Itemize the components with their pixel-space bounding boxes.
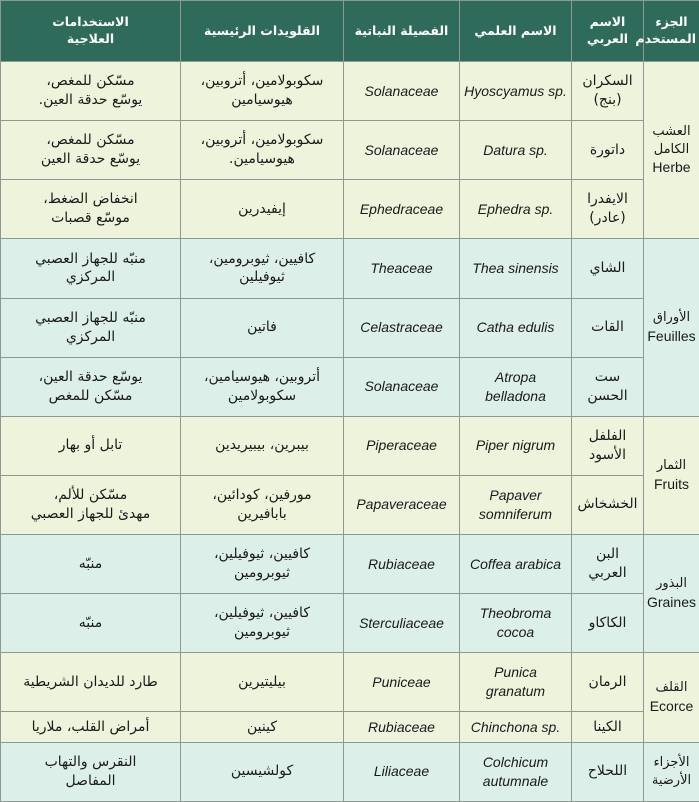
arabic-name-cell: داتورة	[572, 121, 644, 180]
family-cell: Rubiaceae	[344, 712, 460, 742]
header-uses: الاستخدامات العلاجية	[1, 1, 181, 62]
scientific-name-cell: Hyoscyamus sp.	[460, 62, 572, 121]
alkaloids-cell: سكوبولامين، أتروبين، هيوسيامين.	[181, 121, 344, 180]
uses-cell: يوسّع حدقة العين، مسّكن للمغص	[1, 357, 181, 416]
arabic-name-cell: الكينا	[572, 712, 644, 742]
part-cell: البذور Graines	[644, 535, 699, 653]
scientific-name-cell: Chinchona sp.	[460, 712, 572, 742]
alkaloids-cell: كينين	[181, 712, 344, 742]
header-arabic-name: الاسم العربي	[572, 1, 644, 62]
arabic-name-cell: اللحلاح	[572, 742, 644, 801]
family-cell: Rubiaceae	[344, 535, 460, 594]
uses-cell: النقرس والتهاب المفاصل	[1, 742, 181, 801]
family-cell: Puniceae	[344, 653, 460, 712]
table-row	[1, 535, 699, 594]
table-row	[1, 742, 699, 801]
part-cell: الثمار Fruits	[644, 416, 699, 534]
uses-cell: منبّه	[1, 594, 181, 653]
uses-cell: مسّكن للمغص، يوسّع حدقة العين	[1, 121, 181, 180]
family-cell: Solanaceae	[344, 62, 460, 121]
uses-cell: منبّه	[1, 535, 181, 594]
part-cell: الأوراق Feuilles	[644, 239, 699, 416]
scientific-name-cell: Catha edulis	[460, 298, 572, 357]
part-cell: العشب الكامل Herbe	[644, 62, 699, 239]
alkaloids-cell: فاتين	[181, 298, 344, 357]
header-part: الجزء المستخدم	[644, 1, 699, 62]
table-row	[1, 594, 699, 653]
header-family: الفصيلة النباتية	[344, 1, 460, 62]
uses-cell: منبّه للجهاز العصبي المركزي	[1, 298, 181, 357]
scientific-name-cell: Piper nigrum	[460, 416, 572, 475]
family-cell: Piperaceae	[344, 416, 460, 475]
scientific-name-cell: Colchicum autumnale	[460, 742, 572, 801]
header-alkaloids: القلويدات الرئيسية	[181, 1, 344, 62]
table-row	[1, 239, 699, 298]
alkaloids-cell: سكوبولامين، أتروبين، هيوسيامين	[181, 62, 344, 121]
arabic-name-cell: الايفدرا (عادر)	[572, 180, 644, 239]
table-row	[1, 653, 699, 712]
alkaloids-cell: مورفين، كودائين، بابافيرين	[181, 475, 344, 534]
arabic-name-cell: ست الحسن	[572, 357, 644, 416]
family-cell: Liliaceae	[344, 742, 460, 801]
scientific-name-cell: Atropa belladona	[460, 357, 572, 416]
family-cell: Solanaceae	[344, 357, 460, 416]
uses-cell: تابل أو بهار	[1, 416, 181, 475]
arabic-name-cell: الخشخاش	[572, 475, 644, 534]
uses-cell: منبّه للجهاز العصبي المركزي	[1, 239, 181, 298]
uses-cell: مسّكن للمغص، يوسّع حدقة العين.	[1, 62, 181, 121]
uses-cell: طارد للديدان الشريطية	[1, 653, 181, 712]
scientific-name-cell: Papaver somniferum	[460, 475, 572, 534]
arabic-name-cell: البن العربي	[572, 535, 644, 594]
arabic-name-cell: الكاكاو	[572, 594, 644, 653]
scientific-name-cell: Punica granatum	[460, 653, 572, 712]
table-row	[1, 121, 699, 180]
arabic-name-cell: القات	[572, 298, 644, 357]
family-cell: Sterculiaceae	[344, 594, 460, 653]
scientific-name-cell: Ephedra sp.	[460, 180, 572, 239]
table-row	[1, 180, 699, 239]
alkaloids-cell: أتروبين، هيوسيامين، سكوبولامين	[181, 357, 344, 416]
alkaloids-cell: كافيين، ثيوفيلين، ثيوبرومين	[181, 594, 344, 653]
family-cell: Theaceae	[344, 239, 460, 298]
scientific-name-cell: Datura sp.	[460, 121, 572, 180]
scientific-name-cell: Theobroma cocoa	[460, 594, 572, 653]
alkaloids-cell: إيفيدرين	[181, 180, 344, 239]
table-row	[1, 712, 699, 742]
table-row	[1, 298, 699, 357]
uses-cell: انخفاض الضغط، موسّع قصبات	[1, 180, 181, 239]
family-cell: Celastraceae	[344, 298, 460, 357]
uses-cell: أمراض القلب، ملاريا	[1, 712, 181, 742]
table-row	[1, 62, 699, 121]
table-row	[1, 416, 699, 475]
scientific-name-cell: Thea sinensis	[460, 239, 572, 298]
arabic-name-cell: الرمان	[572, 653, 644, 712]
arabic-name-cell: السكران (بنج)	[572, 62, 644, 121]
alkaloids-cell: كافيين، ثيوفيلين، ثيوبرومين	[181, 535, 344, 594]
family-cell: Solanaceae	[344, 121, 460, 180]
arabic-name-cell: الفلفل الأسود	[572, 416, 644, 475]
header-row	[1, 1, 699, 62]
header-scientific-name: الاسم العلمي	[460, 1, 572, 62]
alkaloids-cell: بيبرين، بيبيريدين	[181, 416, 344, 475]
table-body	[1, 62, 699, 802]
alkaloids-cell: كولشيسين	[181, 742, 344, 801]
uses-cell: مسّكن للألم، مهدئ للجهاز العصبي	[1, 475, 181, 534]
part-cell: القلف Ecorce	[644, 653, 699, 742]
alkaloids-cell: كافيين، ثيوبرومين، ثيوفيلين	[181, 239, 344, 298]
part-cell: الأجزاء الأرضية	[644, 742, 699, 801]
arabic-name-cell: الشاي	[572, 239, 644, 298]
family-cell: Ephedraceae	[344, 180, 460, 239]
table-row	[1, 357, 699, 416]
alkaloids-cell: بيليتيرين	[181, 653, 344, 712]
family-cell: Papaveraceae	[344, 475, 460, 534]
scientific-name-cell: Coffea arabica	[460, 535, 572, 594]
table-row	[1, 475, 699, 534]
